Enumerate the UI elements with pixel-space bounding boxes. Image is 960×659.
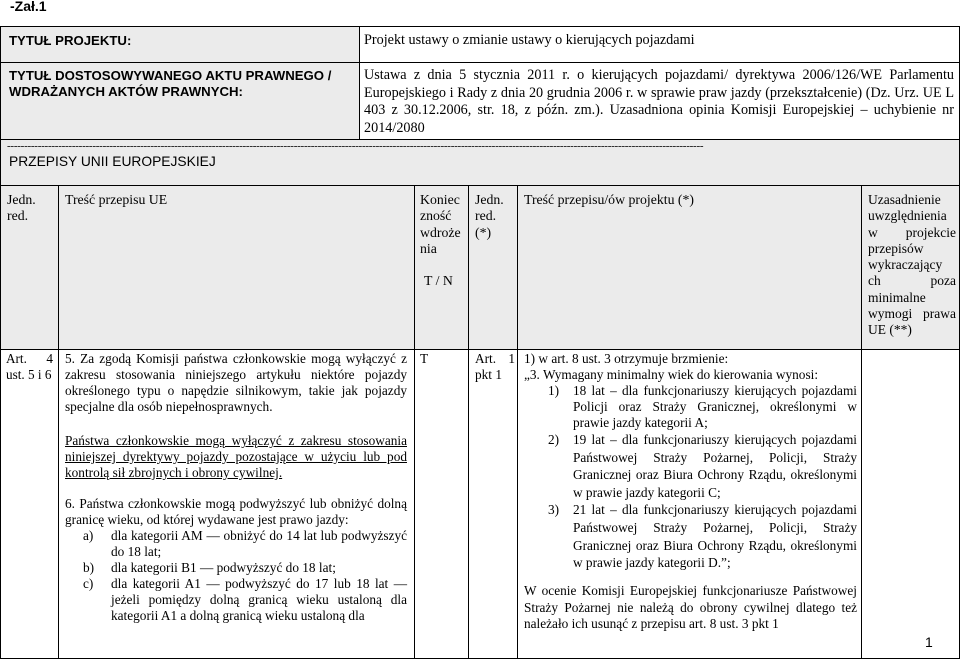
list-item: a) dla kategorii AM — obniżyć do 14 lat lub podwyższyć do 18 lat; [83, 528, 407, 559]
col-unit2-label: Jedn. red. (*) [475, 192, 504, 240]
eu-section-label: PRZEPISY UNII EUROPEJSKIEJ [9, 154, 216, 169]
row-project-text-cell [517, 349, 862, 659]
eu-paragraph-5: 5. Za zgodą Komisji państwa członkowskie mogą wyłączyć z zakresu stosowania niniejszego artykułu niektóre pojazdy określonego typu o napędzie silnikowym, takie jak pojazdy specjalne dla osób niepełnosprawnych. [65, 351, 407, 414]
row-unit2-cell [468, 349, 518, 659]
col-tn-header [414, 185, 469, 350]
list-item: 2) 19 lat – dla funkcjonariuszy kierujących pojazdami Państwowej Straży Pożarnej, Policji, Straży Granicznej oraz Biura Ochrony Rządu, określonymi w prawie jazdy kategorii C; [548, 432, 857, 500]
col-project-text-label: Treść przepisu/ów projektu (*) [524, 192, 695, 207]
act-label-cell [0, 62, 360, 140]
project-intro: 1) w art. 8 ust. 3 otrzymuje brzmienie: [524, 351, 729, 366]
row-tn-value: T [420, 351, 429, 366]
eu-section-cell [0, 139, 960, 186]
col-justification-header [861, 185, 960, 350]
act-label-line-1: TYTUŁ DOSTOSOWYWANEGO AKTU PRAWNEGO / [9, 68, 332, 83]
col-tn-label: Koniec zność wdroże nia [420, 192, 461, 256]
eu-paragraph-6: 6. Państwa członkowskie mogą podwyższyć lub obniżyć dolną granicę wieku, od której wydawane jest prawo jazdy: [65, 496, 407, 527]
eu-age-list [65, 528, 407, 624]
dashed-separator: ------------------------------------------------------------------------------------------------------------------------------------------------------------------------------------------------------------ [7, 140, 704, 152]
row-justification-cell [861, 349, 960, 659]
row-unit: Art. 4 ust. 5 i 6 [6, 351, 53, 382]
project-title-value: Projekt ustawy o zmianie ustawy o kierujących pojazdami [364, 32, 695, 48]
row-tn-cell [414, 349, 469, 659]
row-unit-cell [0, 349, 59, 659]
col-project-text-header [517, 185, 862, 350]
project-title-value-cell [359, 26, 960, 63]
act-value: Ustawa z dnia 5 stycznia 2011 r. o kierujących pojazdami/ dyrektywa 2006/126/WE Parlamentu Europejskiego i Rady z dnia 20 grudnia 2006 r. w sprawie praw jazdy (przekształcenie) (Dz. Urz. UE L 403 z 30.12.2006, str. 18, z późn. zm.). Uzasadniona opinia Komisji Europejskiej – uchybienie nr 2014/2080 [364, 67, 954, 136]
project-title-label: TYTUŁ PROJEKTU: [9, 33, 132, 48]
act-value-cell [359, 62, 960, 140]
col-unit2-header [468, 185, 518, 350]
project-age-list [524, 383, 857, 572]
project-title-label-cell [0, 26, 360, 63]
project-note: W ocenie Komisji Europejskiej funkcjonariusze Państwowej Straży Pożarnej nie należą do obrony cywilnej dlatego też należało ich usunąć z przepisu art. 8 ust. 3 pkt 1 [524, 583, 857, 631]
col-tn-sublabel: T / N [424, 273, 453, 288]
row-eu-text-cell [58, 349, 415, 659]
col-eu-text-label: Treść przepisu UE [65, 192, 168, 207]
attachment-label: -Zał.1 [10, 0, 47, 14]
eu-paragraph-armed-forces: Państwa członkowskie mogą wyłączyć z zakresu stosowania niniejszej dyrektywy pojazdy pozostające w użyciu lub pod kontrolą sił zbrojnych i obrony cywilnej. [65, 433, 407, 480]
col-justification-label: Uzasadnienie uwzględnienia w projekcie przepisów wykraczający ch poza minimalne wymogi prawa UE (**) [868, 192, 956, 338]
act-label-line-2: WDRAŻANYCH AKTÓW PRAWNYCH: [9, 84, 243, 99]
col-unit-label: Jedn. red. [7, 192, 36, 224]
list-item: 3) 21 lat – dla funkcjonariuszy kierujących pojazdami Państwowej Straży Pożarnej, Policji, Straży Granicznej oraz Biura Ochrony Rządu, określonymi w prawie jazdy kategorii D.”; [548, 502, 857, 571]
list-item: c) dla kategorii A1 — podwyższyć do 17 lub 18 lat — jeżeli pomiędzy dolną granicą wieku ustaloną dla kategorii A1 a dolną granicą wieku ustaloną dla [83, 576, 407, 623]
col-eu-text-header [58, 185, 415, 350]
page-number: 1 [925, 634, 933, 650]
list-item: 1) 18 lat – dla funkcjonariuszy kierujących pojazdami Policji oraz Straży Granicznej, określonymi w prawie jazdy kategorii A; [548, 383, 857, 430]
row-unit2: Art. 1 pkt 1 [475, 351, 515, 382]
list-item: b) dla kategorii B1 — podwyższyć do 18 lat; [83, 560, 336, 575]
col-unit-header [0, 185, 59, 350]
project-quote: „3. Wymagany minimalny wiek do kierowania wynosi: [524, 367, 819, 382]
